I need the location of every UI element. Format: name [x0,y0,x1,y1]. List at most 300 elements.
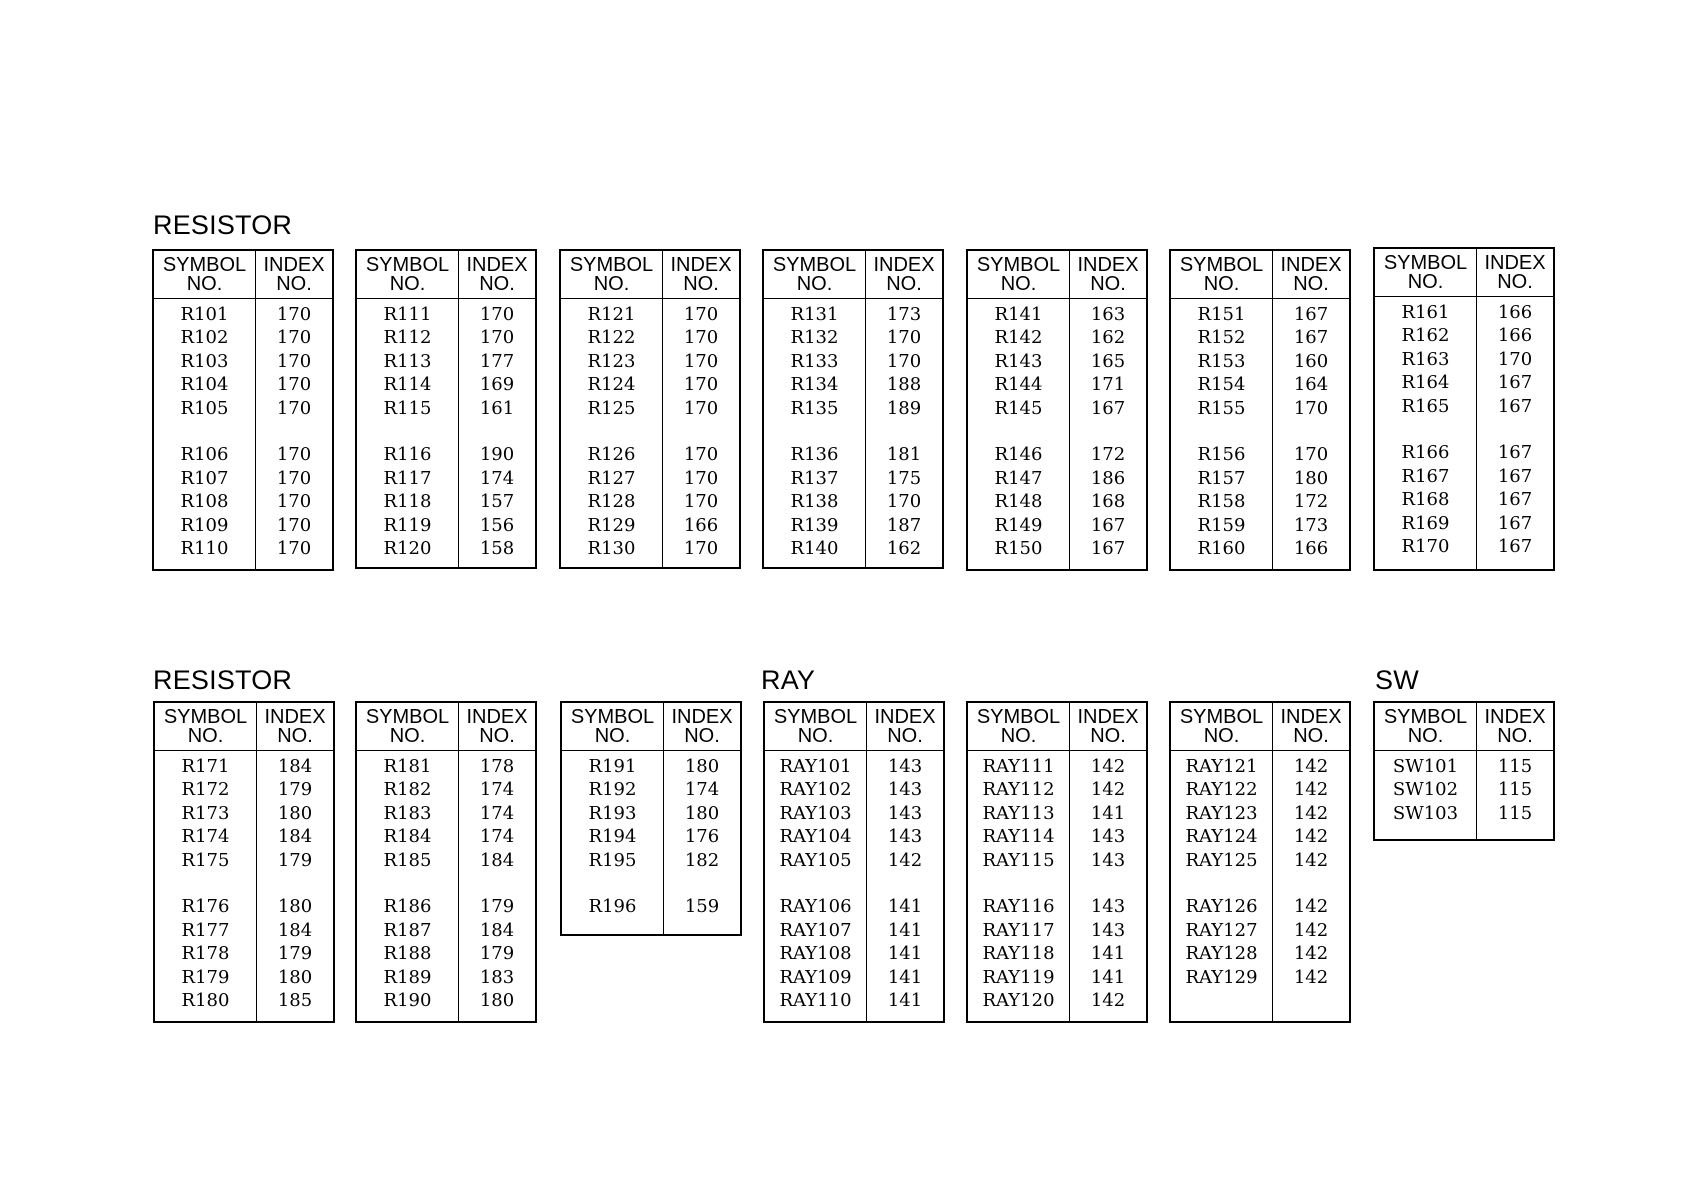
index-no-cell: 142 [1293,966,1329,988]
table-header [765,703,943,751]
index-no-cell: 174 [479,826,515,848]
index-no-cell: 181 [886,444,922,466]
index-no-cell: 167 [1293,327,1329,349]
index-no-cell: 157 [479,491,515,513]
index-no-cell: 180 [684,802,720,824]
index-no-cell: 141 [887,896,923,918]
symbol-no-cell: RAY109 [779,966,852,988]
symbol-no-header [357,703,459,750]
symbol-no-cell: R103 [180,350,229,372]
symbol-no-cell: R157 [1197,467,1246,489]
symbol-no-cell: RAY108 [779,943,852,965]
index-column [459,299,535,567]
table-header [1171,251,1349,299]
symbol-column [154,299,256,569]
index-no-cell: 170 [276,327,312,349]
symbol-no-cell: R111 [383,304,432,325]
symbol-no-cell: R116 [383,444,432,466]
symbol-column [562,751,664,934]
header-text: INDEX [466,254,528,276]
index-no-cell: 142 [887,849,923,871]
index-no-header [663,251,739,298]
symbol-no-header [765,703,867,750]
index-no-cell: 167 [1497,442,1533,464]
component-table [355,701,537,1023]
index-no-cell: 167 [1497,395,1533,417]
header-text: NO. [684,725,720,747]
table-header [561,251,739,299]
symbol-no-cell: RAY107 [779,919,852,941]
symbol-no-cell: R133 [790,350,839,372]
table-header [154,251,332,299]
table-body [561,299,739,567]
index-no-cell: 170 [1293,397,1329,419]
table-header [1375,703,1553,751]
symbol-no-header [764,251,866,298]
index-column [664,751,740,934]
index-no-cell: 184 [277,919,313,941]
index-no-cell: 170 [683,374,719,396]
symbol-no-cell: RAY104 [779,826,852,848]
symbol-no-cell: R183 [383,802,432,824]
index-no-cell: 170 [276,467,312,489]
index-no-cell: 143 [887,802,923,824]
header-text: NO. [187,725,224,747]
symbol-no-cell: R154 [1197,374,1246,396]
symbol-no-cell: RAY110 [779,989,852,1011]
index-column [1273,299,1349,569]
index-column [1070,751,1146,1021]
symbol-no-cell: R167 [1401,465,1450,487]
symbol-no-cell: R160 [1197,537,1246,559]
header-text: SYMBOL [162,254,247,276]
header-text: NO. [1293,273,1329,295]
index-no-cell: 184 [479,849,515,871]
symbol-no-cell: R122 [587,327,636,349]
index-no-cell: 184 [277,826,313,848]
index-no-cell: 167 [1293,304,1329,325]
index-column [459,751,535,1021]
symbol-no-cell: R168 [1401,489,1450,511]
symbol-no-cell: R155 [1197,397,1246,419]
header-text: SYMBOL [570,706,655,728]
index-no-cell: 166 [1497,302,1533,323]
symbol-no-cell: R132 [790,327,839,349]
symbol-no-cell: R135 [790,397,839,419]
symbol-no-cell: R176 [181,896,230,918]
header-text: SYMBOL [1383,706,1468,728]
header-text: NO. [479,273,515,295]
index-no-cell: 168 [1090,491,1126,513]
symbol-no-cell: R118 [383,491,432,513]
symbol-no-cell: RAY116 [982,896,1055,918]
symbol-no-cell: RAY117 [982,919,1055,941]
index-no-cell: 166 [683,514,719,536]
symbol-no-cell: R143 [994,350,1043,372]
section-title-resistor: RESISTOR [153,210,293,240]
component-table [1169,249,1351,571]
symbol-no-cell: R112 [383,327,432,349]
index-no-cell: 174 [684,779,720,801]
header-text: NO. [1293,725,1329,747]
table-body [155,751,333,1021]
symbol-no-cell: RAY128 [1185,943,1258,965]
symbol-no-cell: R141 [994,304,1043,325]
index-no-cell: 188 [886,374,922,396]
symbol-no-cell: RAY129 [1185,966,1258,988]
index-no-cell: 173 [886,304,922,325]
index-no-cell: 187 [886,514,922,536]
symbol-column [1375,751,1477,839]
symbol-no-header [1171,251,1273,298]
header-text: NO. [1000,725,1037,747]
index-no-cell: 170 [276,537,312,559]
symbol-column [357,751,459,1021]
symbol-no-cell: R146 [994,444,1043,466]
symbol-no-header [357,251,459,298]
index-no-cell: 170 [479,304,515,325]
index-no-cell: 115 [1497,802,1533,824]
index-no-cell: 179 [479,896,515,918]
index-no-cell: 164 [1293,374,1329,396]
index-no-cell: 170 [886,491,922,513]
index-no-cell: 167 [1497,465,1533,487]
header-text: INDEX [1484,706,1546,728]
symbol-no-cell: R170 [1401,535,1450,557]
symbol-no-cell: RAY126 [1185,896,1258,918]
table-header [764,251,942,299]
index-no-cell: 162 [1090,327,1126,349]
symbol-no-cell: R181 [383,756,432,777]
symbol-no-header [1375,703,1477,750]
index-no-cell: 180 [684,756,720,777]
symbol-column [1375,297,1477,569]
index-no-cell: 142 [1293,826,1329,848]
header-text: INDEX [1484,252,1546,274]
header-text: INDEX [466,706,528,728]
index-no-cell: 174 [479,779,515,801]
component-table [559,249,741,569]
component-table [763,701,945,1023]
index-no-cell: 179 [277,779,313,801]
index-no-cell: 183 [479,966,515,988]
symbol-no-header [154,251,256,298]
header-text: NO. [796,273,833,295]
index-column [257,751,333,1021]
index-no-cell: 182 [684,849,720,871]
symbol-no-cell: R193 [588,802,637,824]
header-text: NO. [1407,271,1444,293]
symbol-no-cell: R188 [383,943,432,965]
index-no-cell: 170 [683,304,719,325]
symbol-no-header [155,703,257,750]
index-no-cell: 156 [479,514,515,536]
symbol-column [357,299,459,567]
symbol-no-cell: RAY105 [779,849,852,871]
index-no-header [256,251,332,298]
index-no-cell: 142 [1293,802,1329,824]
header-text: SYMBOL [773,706,858,728]
index-no-cell: 143 [1090,826,1126,848]
index-no-cell: 142 [1090,779,1126,801]
index-no-cell: 184 [479,919,515,941]
symbol-no-cell: R121 [587,304,636,325]
header-text: NO. [593,273,630,295]
index-no-cell: 189 [886,397,922,419]
table-header [155,703,333,751]
index-no-cell: 170 [276,397,312,419]
index-no-header [1477,249,1553,296]
symbol-no-cell: R120 [383,537,432,559]
symbol-no-cell: RAY106 [779,896,852,918]
index-no-header [1273,703,1349,750]
index-no-header [1070,251,1146,298]
index-no-cell: 141 [1090,966,1126,988]
index-no-cell: 170 [1293,444,1329,466]
index-no-cell: 170 [683,467,719,489]
index-no-header [459,251,535,298]
symbol-no-cell: R145 [994,397,1043,419]
index-column [1477,297,1553,569]
symbol-no-cell: R142 [994,327,1043,349]
table-body [1375,751,1553,839]
symbol-no-cell: R173 [181,802,230,824]
index-no-header [866,251,942,298]
index-no-cell: 142 [1293,943,1329,965]
index-no-cell: 170 [683,491,719,513]
index-no-cell: 143 [1090,919,1126,941]
index-no-cell: 167 [1497,372,1533,394]
header-text: SYMBOL [976,706,1061,728]
symbol-no-cell: R195 [588,849,637,871]
index-no-cell: 166 [1497,325,1533,347]
component-table [1373,247,1555,571]
index-no-cell: 167 [1497,535,1533,557]
symbol-no-cell: RAY115 [982,849,1055,871]
header-text: NO. [389,273,426,295]
table-header [562,703,740,751]
index-no-cell: 142 [1293,756,1329,777]
symbol-no-cell: R169 [1401,512,1450,534]
table-body [357,299,535,567]
symbol-no-cell: R180 [181,989,230,1011]
symbol-no-header [1171,703,1273,750]
index-no-cell: 141 [887,943,923,965]
table-header [1171,703,1349,751]
index-no-header [867,703,943,750]
symbol-column [764,299,866,567]
index-column [663,299,739,567]
index-no-cell: 161 [479,397,515,419]
symbol-no-cell: R102 [180,327,229,349]
index-no-cell: 170 [886,350,922,372]
symbol-no-cell: RAY114 [982,826,1055,848]
index-column [867,751,943,1021]
header-text: NO. [683,273,719,295]
symbol-no-cell: R139 [790,514,839,536]
header-text: SYMBOL [1383,252,1468,274]
index-no-header [257,703,333,750]
symbol-no-header [561,251,663,298]
index-no-cell: 185 [277,989,313,1011]
symbol-no-cell: RAY111 [982,756,1055,777]
component-table [355,249,537,569]
index-no-cell: 170 [276,444,312,466]
symbol-no-cell: R156 [1197,444,1246,466]
symbol-column [561,299,663,567]
index-no-cell: 184 [277,756,313,777]
symbol-no-cell: R147 [994,467,1043,489]
symbol-column [1171,299,1273,569]
symbol-no-cell: R104 [180,374,229,396]
symbol-no-cell: R110 [180,537,229,559]
index-no-cell: 159 [684,896,720,918]
header-text: NO. [886,273,922,295]
index-no-cell: 167 [1090,514,1126,536]
index-no-cell: 160 [1293,350,1329,372]
header-text: NO. [389,725,426,747]
symbol-no-cell: R153 [1197,350,1246,372]
table-header [357,251,535,299]
index-no-cell: 180 [1293,467,1329,489]
table-body [765,751,943,1021]
symbol-no-cell: R115 [383,397,432,419]
symbol-no-cell: R144 [994,374,1043,396]
index-no-cell: 171 [1090,374,1126,396]
symbol-no-cell: R148 [994,491,1043,513]
header-text: NO. [479,725,515,747]
index-column [866,299,942,567]
symbol-no-header [968,251,1070,298]
symbol-no-cell: R161 [1401,302,1450,323]
header-text: INDEX [1280,254,1342,276]
header-text: SYMBOL [1179,706,1264,728]
header-text: NO. [186,273,223,295]
section-title-resistor: RESISTOR [153,665,293,695]
component-table [153,701,335,1023]
index-no-cell: 170 [683,537,719,559]
symbol-no-cell: RAY102 [779,779,852,801]
index-no-cell: 170 [276,491,312,513]
header-text: NO. [797,725,834,747]
header-text: NO. [1000,273,1037,295]
index-no-cell: 142 [1090,989,1126,1011]
index-no-cell: 190 [479,444,515,466]
index-no-cell: 170 [276,350,312,372]
index-no-cell: 170 [276,304,312,325]
symbol-no-cell: R162 [1401,325,1450,347]
index-no-cell: 174 [479,802,515,824]
header-text: INDEX [1077,706,1139,728]
symbol-no-cell: R196 [588,896,637,918]
index-no-header [1070,703,1146,750]
table-header [968,703,1146,751]
header-text: NO. [1090,273,1126,295]
table-body [1171,299,1349,569]
index-no-cell: 170 [683,397,719,419]
header-text: NO. [594,725,631,747]
index-no-header [664,703,740,750]
index-column [1273,751,1349,1021]
table-body [968,299,1146,569]
index-no-cell: 177 [479,350,515,372]
table-body [1375,297,1553,569]
index-column [256,299,332,569]
index-no-cell: 175 [886,467,922,489]
index-no-cell: 141 [887,966,923,988]
header-text: SYMBOL [365,706,450,728]
index-no-cell: 179 [277,943,313,965]
symbol-no-cell: R159 [1197,514,1246,536]
index-no-cell: 180 [277,802,313,824]
symbol-column [968,751,1070,1021]
table-header [1375,249,1553,297]
index-no-cell: 141 [887,989,923,1011]
header-text: NO. [1203,725,1240,747]
symbol-no-cell: R192 [588,779,637,801]
symbol-no-cell: R171 [181,756,230,777]
header-text: NO. [1203,273,1240,295]
symbol-no-header [562,703,664,750]
component-table [1373,701,1555,841]
symbol-no-cell: R179 [181,966,230,988]
index-no-cell: 141 [1090,943,1126,965]
header-text: NO. [887,725,923,747]
header-text: NO. [277,725,313,747]
index-no-cell: 170 [1497,348,1533,370]
index-no-cell: 174 [479,467,515,489]
symbol-no-header [968,703,1070,750]
symbol-no-cell: R184 [383,826,432,848]
header-text: SYMBOL [569,254,654,276]
index-no-cell: 163 [1090,304,1126,325]
index-no-cell: 180 [479,989,515,1011]
header-text: SYMBOL [976,254,1061,276]
symbol-no-cell: R105 [180,397,229,419]
symbol-no-cell: R106 [180,444,229,466]
index-no-cell: 186 [1090,467,1126,489]
header-text: SYMBOL [163,706,248,728]
symbol-no-cell: R164 [1401,372,1450,394]
symbol-no-cell: R124 [587,374,636,396]
index-no-cell: 142 [1293,849,1329,871]
symbol-column [155,751,257,1021]
symbol-no-cell: RAY113 [982,802,1055,824]
symbol-no-cell: R174 [181,826,230,848]
symbol-no-cell: RAY112 [982,779,1055,801]
symbol-no-cell: RAY124 [1185,826,1258,848]
header-text: NO. [1497,271,1533,293]
index-no-cell: 142 [1293,919,1329,941]
symbol-no-cell: R186 [383,896,432,918]
symbol-no-cell: R140 [790,537,839,559]
symbol-no-cell: SW103 [1392,802,1459,824]
symbol-no-cell: R117 [383,467,432,489]
component-table [1169,701,1351,1023]
index-no-cell: 179 [479,943,515,965]
index-no-header [1477,703,1553,750]
index-no-cell: 167 [1090,537,1126,559]
symbol-no-cell: R109 [180,514,229,536]
symbol-no-cell: R189 [383,966,432,988]
symbol-no-cell: R178 [181,943,230,965]
index-no-cell: 142 [1293,779,1329,801]
index-no-cell: 167 [1090,397,1126,419]
symbol-no-cell: R113 [383,350,432,372]
symbol-no-cell: RAY120 [982,989,1055,1011]
symbol-no-cell: R114 [383,374,432,396]
symbol-no-cell: RAY125 [1185,849,1258,871]
